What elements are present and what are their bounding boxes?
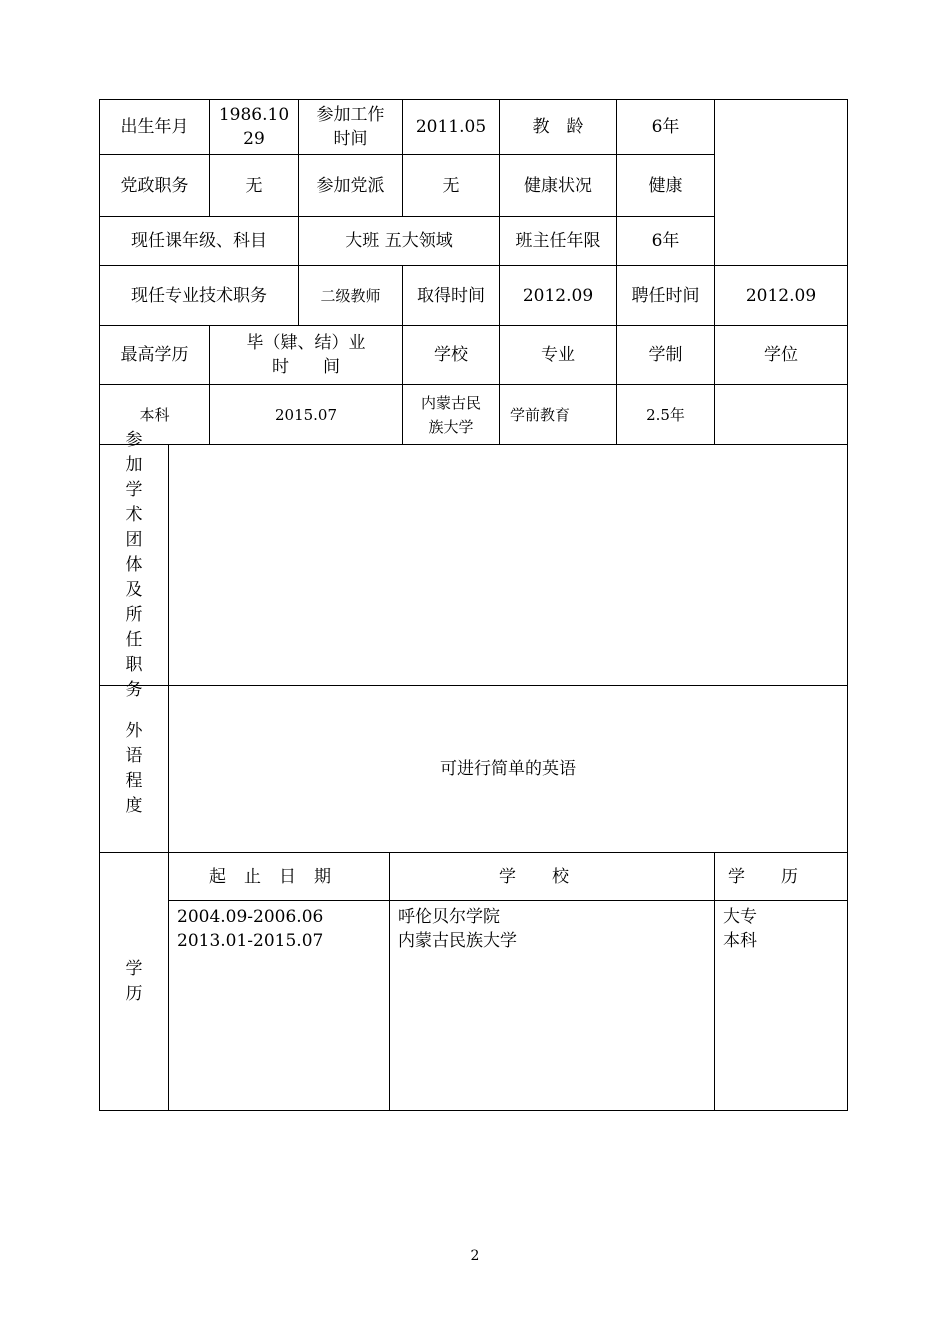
photo-box <box>714 99 848 266</box>
school-value-line1: 内蒙古民 <box>420 393 481 412</box>
degree-label: 学位 <box>714 325 848 385</box>
history-col-school: 学校 <box>389 852 715 901</box>
grad-value: 2015.07 <box>209 384 403 445</box>
birth-value-line2: 29 <box>243 129 265 149</box>
history-dates: 2004.09-2006.06 2013.01-2015.07 <box>168 900 390 1111</box>
work-start-label-line1: 参加工作 <box>316 105 385 125</box>
degree-value <box>714 384 848 445</box>
history-label: 学历 <box>99 852 169 1111</box>
major-value: 学前教育 <box>499 384 617 445</box>
party-post-value: 无 <box>209 154 299 217</box>
work-start-label <box>298 99 403 155</box>
language-label: 外语程度 <box>99 685 169 853</box>
school-value-line2: 族大学 <box>428 417 474 436</box>
party-join-label: 参加党派 <box>298 154 403 217</box>
head-teacher-value: 6年 <box>616 216 715 266</box>
title-label: 现任专业技术职务 <box>99 265 299 326</box>
current-grade-label: 现任课年级、科目 <box>99 216 299 266</box>
birth-value <box>209 99 299 155</box>
teaching-age-value: 6年 <box>616 99 715 155</box>
duration-value: 2.5年 <box>616 384 715 445</box>
history-schools: 呼伦贝尔学院 内蒙古民族大学 <box>389 900 715 1111</box>
major-label: 专业 <box>499 325 617 385</box>
history-col-dates: 起止日期 <box>168 852 390 901</box>
hired-value: 2012.09 <box>714 265 848 326</box>
birth-label: 出生年月 <box>99 99 210 155</box>
head-teacher-label: 班主任年限 <box>499 216 617 266</box>
birth-value-line1: 1986.10 <box>218 105 290 125</box>
edu-label: 最高学历 <box>99 325 210 385</box>
edu-value: 本科 <box>99 384 210 445</box>
history-degrees: 大专 本科 <box>714 900 848 1111</box>
health-label: 健康状况 <box>499 154 617 217</box>
current-grade-value: 大班 五大领域 <box>298 216 500 266</box>
grad-label-line2: 时 间 <box>272 357 340 377</box>
obtained-label: 取得时间 <box>402 265 500 326</box>
duration-label: 学制 <box>616 325 715 385</box>
grad-label <box>209 325 403 385</box>
work-start-label-line2: 时间 <box>333 129 368 149</box>
page-number: 2 <box>470 1248 480 1264</box>
hired-label: 聘任时间 <box>616 265 715 326</box>
academic-label: 参加学术团体及所任职务 <box>99 444 169 686</box>
school-label: 学校 <box>402 325 500 385</box>
work-start-value: 2011.05 <box>402 99 500 155</box>
health-value: 健康 <box>616 154 715 217</box>
history-col-degree: 学历 <box>714 852 848 901</box>
obtained-value: 2012.09 <box>499 265 617 326</box>
teaching-age-label: 教 龄 <box>499 99 617 155</box>
academic-value <box>168 444 848 686</box>
party-join-value: 无 <box>402 154 500 217</box>
party-post-label: 党政职务 <box>99 154 210 217</box>
grad-label-line1: 毕（肄、结）业 <box>246 333 366 353</box>
title-value: 二级教师 <box>298 265 403 326</box>
school-value <box>402 384 500 445</box>
language-value: 可进行简单的英语 <box>168 685 848 853</box>
